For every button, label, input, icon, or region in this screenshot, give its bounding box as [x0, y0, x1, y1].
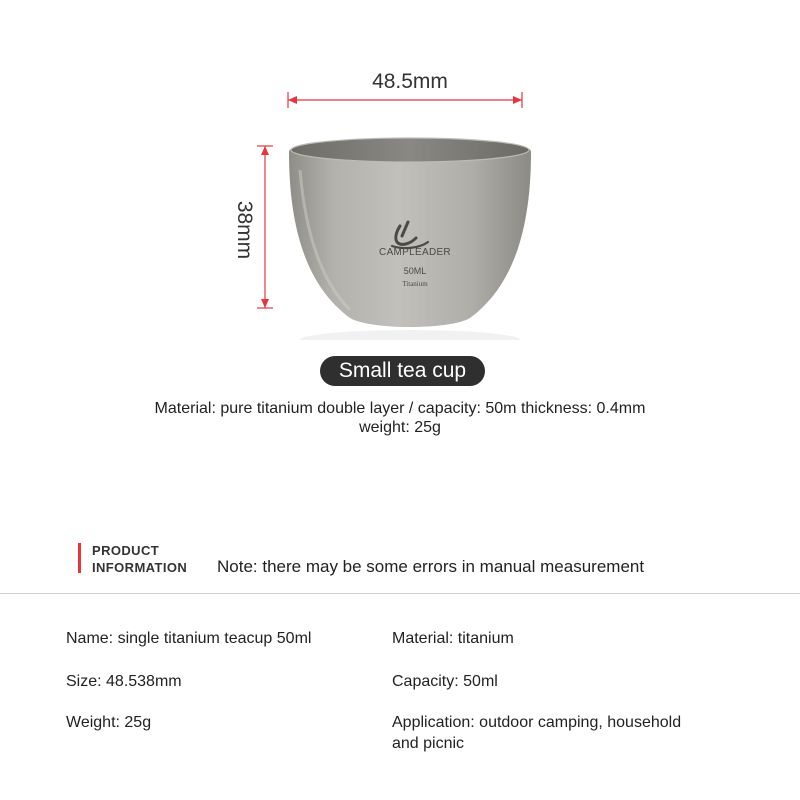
info-weight: Weight: 25g	[66, 714, 152, 731]
section-title-line-2: INFORMATION	[92, 560, 188, 575]
cup-capacity-mark: 50ML	[403, 266, 427, 276]
info-application-line-2: and picnic	[392, 735, 465, 752]
product-illustration	[0, 0, 800, 340]
info-material: Material: titanium	[392, 630, 514, 647]
product-hero	[0, 0, 800, 340]
product-title-badge: Small tea cup	[320, 356, 485, 386]
cup-brand-text: CAMPLEADER	[379, 247, 451, 258]
info-name: Name: single titanium teacup 50ml	[66, 630, 312, 647]
tea-cup-image	[289, 138, 531, 340]
section-title-line-1: PRODUCT	[92, 543, 160, 558]
width-dimension-line	[288, 92, 522, 108]
section-accent-bar	[78, 543, 81, 573]
section-title	[92, 542, 187, 576]
section-divider	[0, 593, 800, 594]
cup-material-mark: Titanium	[402, 280, 428, 288]
info-application	[392, 712, 772, 754]
width-label: 48.5mm	[372, 70, 448, 93]
measurement-note: Note: there may be some errors in manual measurement	[217, 557, 645, 576]
spec-line-1: Material: pure titanium double layer / capacity: 50m thickness: 0.4mm	[154, 400, 646, 417]
info-capacity: Capacity: 50ml	[392, 673, 498, 690]
info-size: Size: 48.538mm	[66, 673, 182, 690]
spec-line-2: weight: 25g	[359, 419, 441, 436]
product-spec	[40, 399, 760, 437]
height-label: 38mm	[233, 200, 256, 260]
height-dimension-line	[257, 146, 273, 308]
info-application-line-1: Application: outdoor camping, household	[392, 714, 682, 731]
